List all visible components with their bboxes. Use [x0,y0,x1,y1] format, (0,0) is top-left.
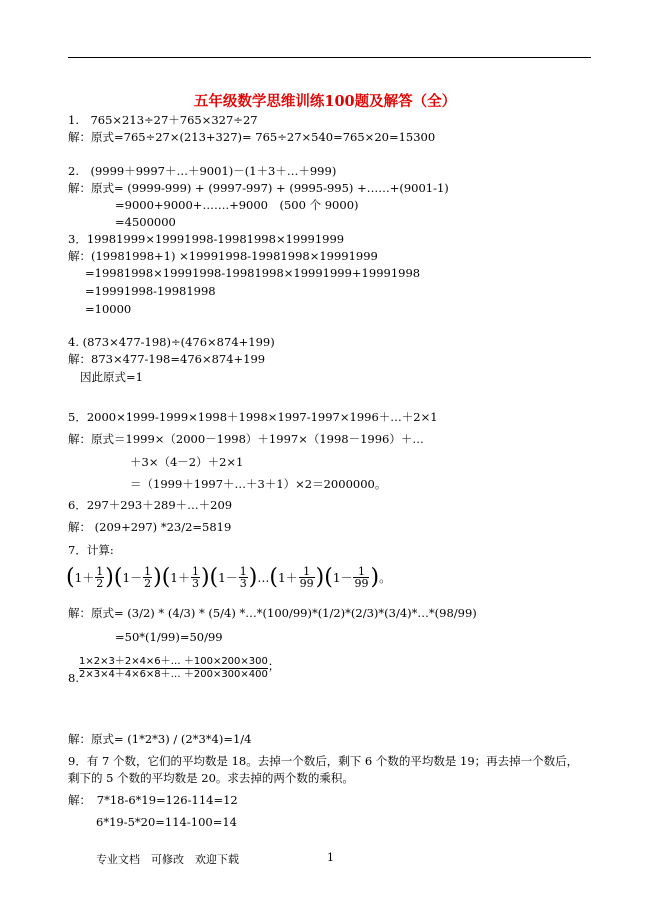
paren-open: ( [324,564,333,590]
page-number: 1 [327,851,334,864]
question-9-line-2: 剩下的 5 个数的平均数是 20。求去掉的两个数的乘积。 [68,771,354,785]
question-8 [68,656,280,685]
q7-product-expression [66,566,391,589]
answer-4-line-2: 因此原式=1 [80,370,143,384]
question-4: 4. (873×477-198)÷(476×874+199) [68,335,275,349]
operator: ＋ [82,570,95,585]
question-2: 2. (9999＋9997＋…＋9001)－(1＋3＋…＋999) [68,164,337,178]
question-7: 7．计算: [68,543,114,557]
q8-number: 8. [68,671,79,685]
one: 1 [74,570,83,585]
paren-close: ) [370,564,380,590]
operator: ＋ [177,570,190,585]
answer-5-line-1: 解：原式＝1999×（2000－1998）＋1997×（1998－1996）＋… [68,432,424,446]
operator: － [340,570,353,585]
period: 。 [379,570,392,585]
one: 1 [277,570,286,585]
q8-numerator: 1×2×3＋2×4×6＋… ＋100×200×300 [78,656,268,667]
answer-9-line-1: 解： 7*18-6*19=126-114=12 [68,793,238,807]
paren-open: ( [161,564,171,590]
question-6: 6．297＋293＋289＋…＋209 [68,498,233,512]
paren-open: ( [66,564,75,590]
paren-close: ) [153,564,162,590]
answer-9-line-2: 6*19-5*20=114-100=14 [96,815,237,829]
answer-2-line-3: =4500000 [115,215,176,229]
answer-8: 解：原式= (1*2*3) / (2*3*4)=1/4 [68,732,252,746]
paren-close: ) [315,564,325,590]
fraction: $\frac{1}{2}$ [96,565,104,590]
answer-6: 解： (209+297) *23/2=5819 [68,520,232,534]
paren-close: ) [105,564,114,590]
one: 1 [218,570,226,585]
q8-semicolon: ； [267,659,280,673]
header-rule [68,57,591,58]
answer-3-line-4: =10000 [85,302,132,316]
fraction: $\frac{1}{2}$ [144,565,152,590]
answer-7-line-1: 解：原式= (3/2) * (4/3) * (5/4) *…*(100/99)*(1/2)*(2/3)*(3/4)*…*(98/99) [68,606,477,620]
operator: － [225,570,238,585]
answer-2-line-2: =9000+9000+…….+9000 (500 个 9000) [115,198,359,212]
fraction: $\frac{1}{3}$ [191,565,199,590]
one: 1 [170,570,178,585]
fraction: $\frac{1}{99}$ [354,565,369,590]
ellipsis: … [257,570,270,585]
fraction: $\frac{1}{3}$ [239,565,247,590]
answer-1: 解：原式=765÷27×(213+327)= 765÷27×540=765×20=15300 [68,130,436,144]
answer-3-line-1: 解：(19981998+1) ×19991998-19981998×19991999 [68,249,378,263]
operator: ＋ [285,570,298,585]
q8-fraction [79,656,268,681]
question-1: 1. 765×213÷27＋765×327÷27 [68,113,258,127]
answer-5-line-3: ＝（1999＋1997＋…＋3＋1）×2＝2000000。 [130,477,387,491]
paren-open: ( [209,564,219,590]
answer-3-line-3: =19991998-19981998 [85,284,216,298]
page-title: 五年级数学思维训练100题及解答（全） [193,93,457,110]
answer-4-line-1: 解：873×477-198=476×874+199 [68,352,266,366]
operator: － [130,570,143,585]
fraction: $\frac{1}{99}$ [299,565,314,590]
answer-2-line-1: 解：原式= (9999-999) + (9997-997) + (9995-995) +……+(9001-1) [68,181,449,195]
question-5: 5．2000×1999-1999×1998＋1998×1997-1997×1996＋…＋2×1 [68,410,438,424]
paren-open: ( [113,564,123,590]
one: 1 [122,570,131,585]
paren-close: ) [248,564,258,590]
question-9-line-1: 9．有 7 个数，它们的平均数是 18。去掉一个数后，剩下 6 个数的平均数是 19；再去掉一个数后， [68,754,579,768]
answer-5-line-2: ＋3×（4－2）＋2×1 [130,455,244,469]
answer-7-line-2: =50*(1/99)=50/99 [115,630,223,644]
paren-open: ( [269,564,278,590]
paren-close: ) [200,564,210,590]
answer-3-line-2: =19981998×19991998-19981998×19991999+19991998 [85,266,421,280]
one: 1 [332,570,341,585]
footer-note: 专业文档 可修改 欢迎下载 [96,853,239,866]
q8-denominator: 2×3×4＋4×6×8＋… ＋200×300×400 [78,669,268,680]
question-3: 3．19981999×19991998-19981998×19991999 [68,232,345,246]
